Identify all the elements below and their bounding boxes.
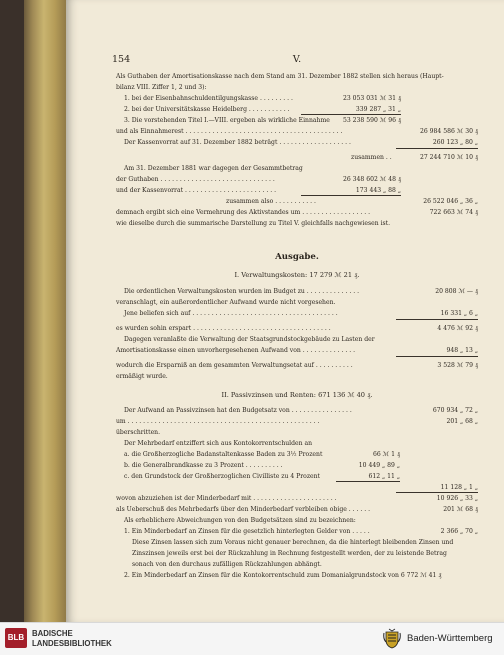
amount-text: 201 „ 68 „ xyxy=(446,418,478,425)
text-line: um . . . . . . . . . . . . . . . . . . . . . . . . . . . . . . . . . . . . . . . . . . . . . . . . . . xyxy=(116,418,320,425)
text-line: überschritten. xyxy=(116,429,161,436)
amount-text: 26 522 046 „ 36 „ xyxy=(423,198,478,205)
document-page xyxy=(66,0,504,622)
blb-logo[interactable]: BLB xyxy=(5,628,27,648)
text-line: wovon abzuziehen ist der Minderbedarf mit . . . . . . . . . . . . . . . . . . . . . . xyxy=(116,495,337,502)
text-line: Als Guthaben der Amortisationskasse nach dem Stand am 31. Dezember 1882 stellen sich heraus (Haupt- xyxy=(116,73,444,80)
text-line: c. den Grundstock der Großherzoglichen Civilliste zu 4 Prozent xyxy=(124,473,321,480)
text-line: Als erheblichere Abweichungen von den Budgetsätzen sind zu bezeichnen: xyxy=(124,517,356,524)
text-line: als Ueberschuß des Mehrbedarfs über den Minderbedarf verbleiben obige . . . . . . xyxy=(116,506,371,513)
amount-text: 26 348 602 ℳ 48 ₰ xyxy=(342,176,401,183)
text-line: bilanz VIII. Ziffer 1, 2 und 3): xyxy=(116,84,207,91)
library-name-line2: LANDESBIBLIOTHEK xyxy=(32,639,112,648)
amount-text: 10 449 „ 89 „ xyxy=(358,462,400,469)
text-line: Dagegen veranlaßte die Verwaltung der Staatsgrundstockgebäude zu Lasten der xyxy=(124,336,375,343)
text-line: 1. bei der Eisenbahnschuldentilgungskasse . . . . . . . . . xyxy=(124,95,293,102)
amount-text: 4 476 ℳ 92 ₰ xyxy=(437,325,478,332)
amount-text: 53 238 590 ℳ 96 ₰ xyxy=(342,117,401,124)
page-number: 154 xyxy=(112,54,131,65)
sum-rule xyxy=(396,356,478,357)
amount-text: 20 808 ℳ — ₰ xyxy=(435,288,478,295)
section-heading: II. Passivzinsen und Renten: 671 136 ℳ 40 ₰. xyxy=(221,391,373,399)
text-line: Der Aufwand an Passivzinsen hat den Budgetsatz von . . . . . . . . . . . . . . . . xyxy=(124,407,352,414)
amount-text: 201 ℳ 68 ₰ xyxy=(443,506,478,513)
text-line: Am 31. Dezember 1881 war dagegen der Gesammtbetrag xyxy=(124,165,303,172)
amount-text: 23 053 031 ℳ 31 ₰ xyxy=(342,95,401,102)
amount-text: 260 123 „ 80 „ xyxy=(432,139,478,146)
sum-rule xyxy=(301,195,401,196)
amount-text: 948 „ 13 „ xyxy=(446,347,478,354)
section-heading: Ausgabe. xyxy=(275,252,319,262)
text-line: b. die Generalbrandkasse zu 3 Prozent . . . . . . . . . . xyxy=(124,462,283,469)
text-line: Diese Zinsen lassen sich zum Voraus nicht genauer berechnen, da die hinterlegt bleibenden Zinsen und xyxy=(132,539,454,546)
text-line: a. die Großherzogliche Badanstaltenkasse Baden zu 3½ Prozent xyxy=(124,451,323,458)
amount-text: 66 ℳ 1 ₰ xyxy=(372,451,400,458)
text-line: zusammen . . xyxy=(351,154,392,161)
amount-text: 2 366 „ 70 „ xyxy=(440,528,478,535)
sum-rule xyxy=(396,492,478,493)
text-line: zusammen also . . . . . . . . . . . xyxy=(226,198,316,205)
section-heading: I. Verwaltungskosten: 17 279 ℳ 21 ₰. xyxy=(234,271,360,279)
baden-wuerttemberg-crest-icon xyxy=(382,627,402,649)
amount-text: 173 443 „ 88 „ xyxy=(355,187,401,194)
text-line: wie dieselbe durch die summarische Darstellung zu Titel V. gleichfalls nachgewiesen ist. xyxy=(116,220,391,227)
text-line: ermäßigt wurde. xyxy=(116,373,168,380)
sum-rule xyxy=(301,114,401,115)
text-line: der Guthaben . . . . . . . . . . . . . . . . . . . . . . . . . . . . . . xyxy=(116,176,275,183)
text-line: Zinszinsen jeweils erst bei der Rückzahlung in Rechnung festgestellt werden, der zu leistende Betrag xyxy=(132,550,447,557)
amount-text: 27 244 710 ℳ 10 ₰ xyxy=(419,154,478,161)
text-line: 2. bei der Universitätskasse Heidelberg . . . . . . . . . . . xyxy=(124,106,290,113)
text-line: und als Einnahmerest . . . . . . . . . . . . . . . . . . . . . . . . . . . . . . . . . . . . . . . . . xyxy=(116,128,343,135)
text-line: veranschlagt, ein außerordentlicher Aufwand wurde nicht vorgesehen. xyxy=(116,299,336,306)
library-name-line1: BADISCHE xyxy=(32,629,73,638)
text-line: 1. Ein Minderbedarf an Zinsen für die gesetzlich hinterlegten Gelder von . . . . . xyxy=(124,528,370,535)
text-line: Der Mehrbedarf entziffert sich aus Kontokorrentschulden an xyxy=(124,440,313,447)
text-line: demnach ergibt sich eine Vermehrung des Aktivstandes um . . . . . . . . . . . . . . . . . . xyxy=(116,209,371,216)
amount-text: 3 528 ℳ 79 ₰ xyxy=(437,362,478,369)
amount-text: 722 663 ℳ 74 ₰ xyxy=(429,209,478,216)
text-line: Der Kassenvorrat auf 31. Dezember 1882 beträgt . . . . . . . . . . . . . . . . . . . xyxy=(124,139,351,146)
text-line: Die ordentlichen Verwaltungskosten wurden im Budget zu . . . . . . . . . . . . . . xyxy=(124,288,360,295)
text-line: wodurch die Ersparniß an dem gesammten Verwaltungsetat auf . . . . . . . . . . xyxy=(116,362,353,369)
amount-text: 339 287 „ 31 „ xyxy=(355,106,401,113)
chapter-heading: V. xyxy=(292,54,302,65)
amount-text: 10 926 „ 33 „ xyxy=(436,495,478,502)
sum-rule xyxy=(396,148,478,149)
text-line: Jene beliefen sich auf . . . . . . . . . . . . . . . . . . . . . . . . . . . . . . . . . . . . . . xyxy=(124,310,338,317)
amount-text: 26 984 586 ℳ 30 ₰ xyxy=(419,128,478,135)
book-page-edges xyxy=(24,0,68,622)
sum-rule xyxy=(336,481,400,482)
amount-text: 612 „ 11 „ xyxy=(368,473,400,480)
text-line: Amortisationskasse einen unvorhergesehenen Aufwand von . . . . . . . . . . . . . . xyxy=(116,347,356,354)
text-line: 2. Ein Minderbedarf an Zinsen für die Kontokorrentschuld zum Domanialgrundstock von 6 772 ℳ 41 ₰ xyxy=(124,572,442,579)
text-line: und der Kassenvorrat . . . . . . . . . . . . . . . . . . . . . . . . xyxy=(116,187,277,194)
amount-text: 16 331 „ 6 „ xyxy=(440,310,478,317)
text-line: es wurden sohin erspart . . . . . . . . . . . . . . . . . . . . . . . . . . . . . . . . . . . . xyxy=(116,325,331,332)
text-line: sonach von den durchaus zufälligen Rückzahlungen abhängt. xyxy=(132,561,322,568)
text-line: 3. Die vorstehenden Titel I.—VIII. ergeben als wirkliche Einnahme xyxy=(124,117,330,124)
amount-text: 11 128 „ 1 „ xyxy=(440,484,478,491)
state-name: Baden-Württemberg xyxy=(407,633,493,644)
amount-text: 670 934 „ 72 „ xyxy=(432,407,478,414)
sum-rule xyxy=(396,319,478,320)
